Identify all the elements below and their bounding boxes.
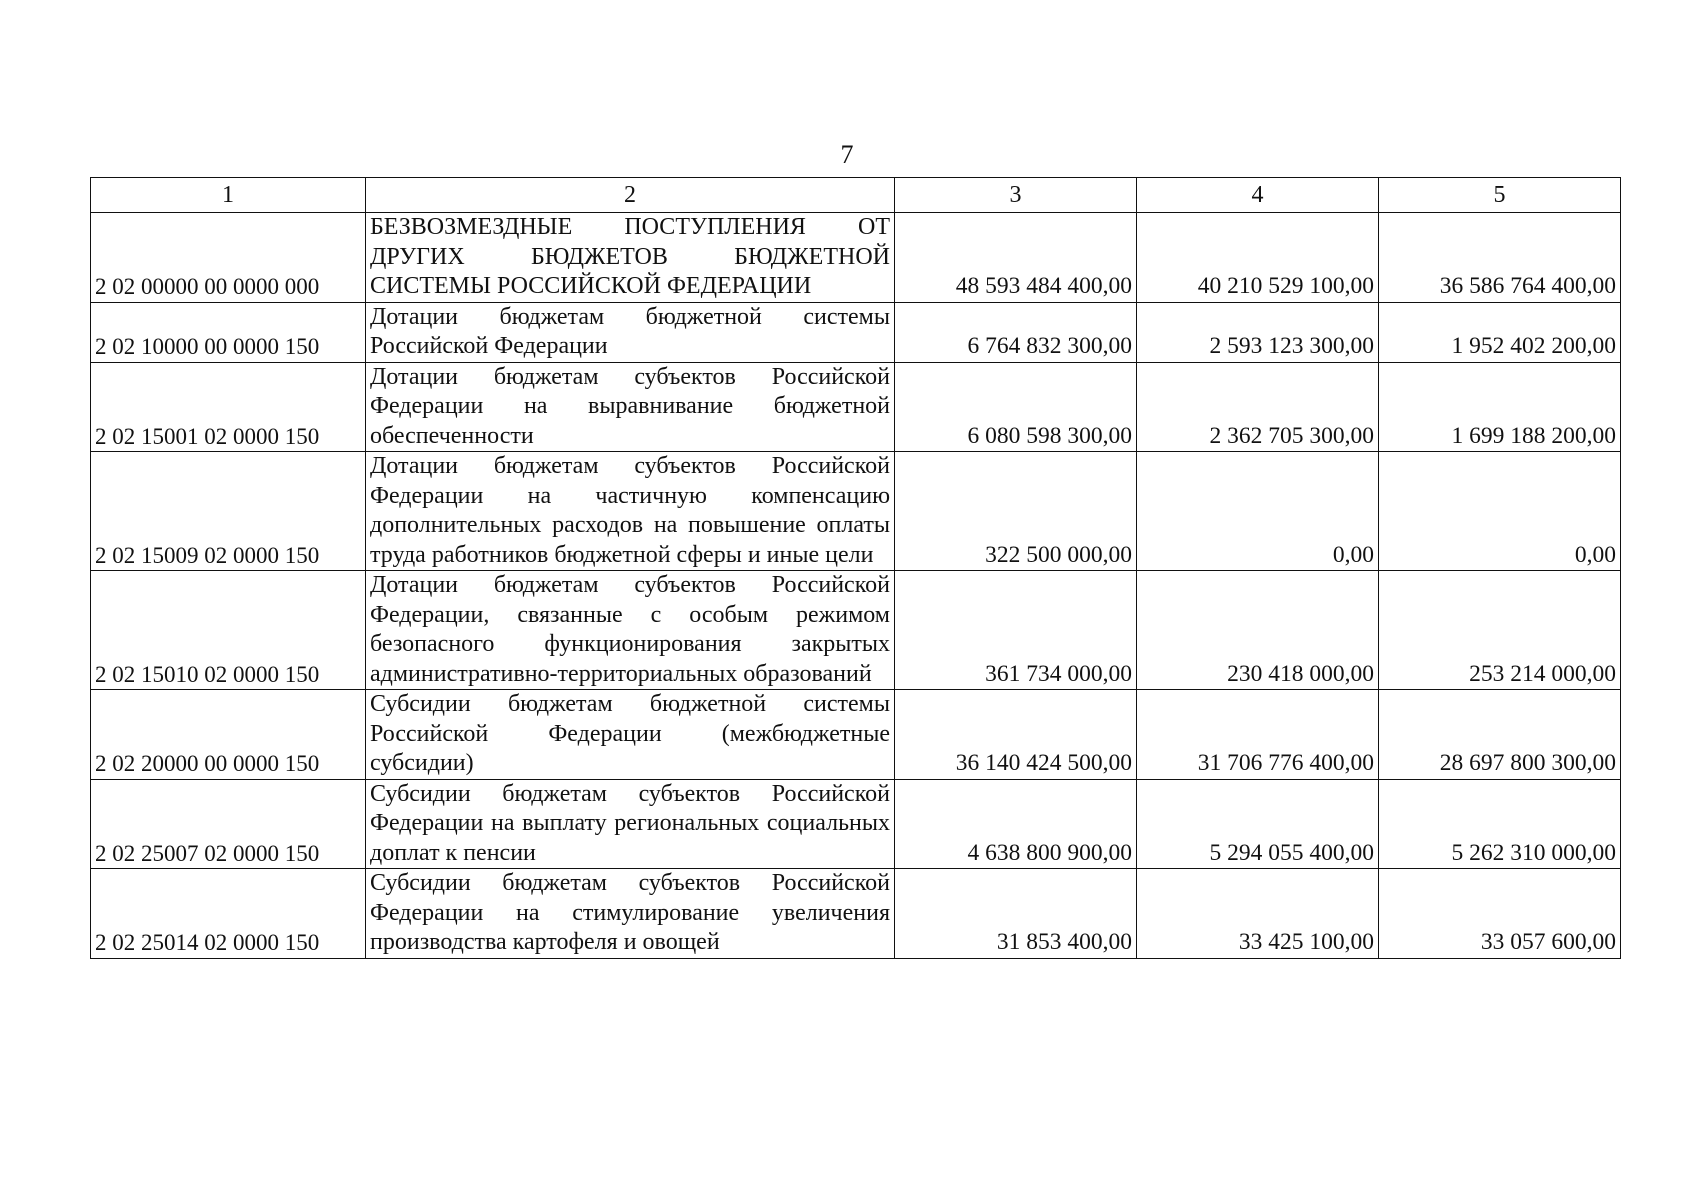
budget-code: 2 02 15001 02 0000 150 (91, 362, 366, 452)
budget-code: 2 02 00000 00 0000 000 (91, 213, 366, 303)
table-row (91, 869, 1621, 959)
amount-col-5: 28 697 800 300,00 (1379, 690, 1621, 780)
revenue-name: Субсидии бюджетам субъектов Российской Федерации на стимулирование увеличения производства картофеля и овощей (366, 869, 895, 959)
table-row (91, 779, 1621, 869)
table-row (91, 302, 1621, 362)
table-row (91, 362, 1621, 452)
amount-col-5: 36 586 764 400,00 (1379, 213, 1621, 303)
header-col-2: 2 (366, 178, 895, 213)
amount-col-3: 6 764 832 300,00 (895, 302, 1137, 362)
amount-col-4: 0,00 (1137, 452, 1379, 571)
amount-col-3: 6 080 598 300,00 (895, 362, 1137, 452)
table-row (91, 571, 1621, 690)
amount-col-4: 40 210 529 100,00 (1137, 213, 1379, 303)
budget-code: 2 02 25007 02 0000 150 (91, 779, 366, 869)
table-row (91, 452, 1621, 571)
header-col-5: 5 (1379, 178, 1621, 213)
revenue-name: Дотации бюджетам бюджетной системы Российской Федерации (366, 302, 895, 362)
revenue-name: Дотации бюджетам субъектов Российской Федерации на частичную компенсацию дополнительных расходов на повышение оплаты труда работников бюджетной сферы и иные цели (366, 452, 895, 571)
header-col-1: 1 (91, 178, 366, 213)
amount-col-3: 361 734 000,00 (895, 571, 1137, 690)
amount-col-3: 4 638 800 900,00 (895, 779, 1137, 869)
header-row (91, 178, 1621, 213)
amount-col-5: 5 262 310 000,00 (1379, 779, 1621, 869)
revenue-name: Дотации бюджетам субъектов Российской Федерации на выравнивание бюджетной обеспеченности (366, 362, 895, 452)
header-col-3: 3 (895, 178, 1137, 213)
amount-col-4: 33 425 100,00 (1137, 869, 1379, 959)
amount-col-5: 1 952 402 200,00 (1379, 302, 1621, 362)
amount-col-5: 33 057 600,00 (1379, 869, 1621, 959)
amount-col-3: 36 140 424 500,00 (895, 690, 1137, 780)
revenue-name: БЕЗВОЗМЕЗДНЫЕ ПОСТУПЛЕНИЯ ОТ ДРУГИХ БЮДЖЕТОВ БЮДЖЕТНОЙ СИСТЕМЫ РОССИЙСКОЙ ФЕДЕРАЦИИ (366, 213, 895, 303)
amount-col-3: 48 593 484 400,00 (895, 213, 1137, 303)
amount-col-4: 2 362 705 300,00 (1137, 362, 1379, 452)
table-row (91, 213, 1621, 303)
amount-col-3: 31 853 400,00 (895, 869, 1137, 959)
amount-col-4: 2 593 123 300,00 (1137, 302, 1379, 362)
revenue-name: Субсидии бюджетам субъектов Российской Федерации на выплату региональных социальных доплат к пенсии (366, 779, 895, 869)
amount-col-4: 5 294 055 400,00 (1137, 779, 1379, 869)
amount-col-4: 31 706 776 400,00 (1137, 690, 1379, 780)
amount-col-3: 322 500 000,00 (895, 452, 1137, 571)
budget-code: 2 02 10000 00 0000 150 (91, 302, 366, 362)
amount-col-5: 1 699 188 200,00 (1379, 362, 1621, 452)
budget-code: 2 02 20000 00 0000 150 (91, 690, 366, 780)
page-number: 7 (840, 140, 854, 169)
header-col-4: 4 (1137, 178, 1379, 213)
budget-revenue-table (90, 177, 1621, 959)
amount-col-5: 0,00 (1379, 452, 1621, 571)
table-row (91, 690, 1621, 780)
budget-code: 2 02 15010 02 0000 150 (91, 571, 366, 690)
revenue-name: Дотации бюджетам субъектов Российской Федерации, связанные с особым режимом безопасного функционирования закрытых административно-территориальных образований (366, 571, 895, 690)
table-body (91, 213, 1621, 959)
budget-code: 2 02 15009 02 0000 150 (91, 452, 366, 571)
amount-col-5: 253 214 000,00 (1379, 571, 1621, 690)
budget-code: 2 02 25014 02 0000 150 (91, 869, 366, 959)
amount-col-4: 230 418 000,00 (1137, 571, 1379, 690)
revenue-name: Субсидии бюджетам бюджетной системы Российской Федерации (межбюджетные субсидии) (366, 690, 895, 780)
table-header (91, 178, 1621, 213)
